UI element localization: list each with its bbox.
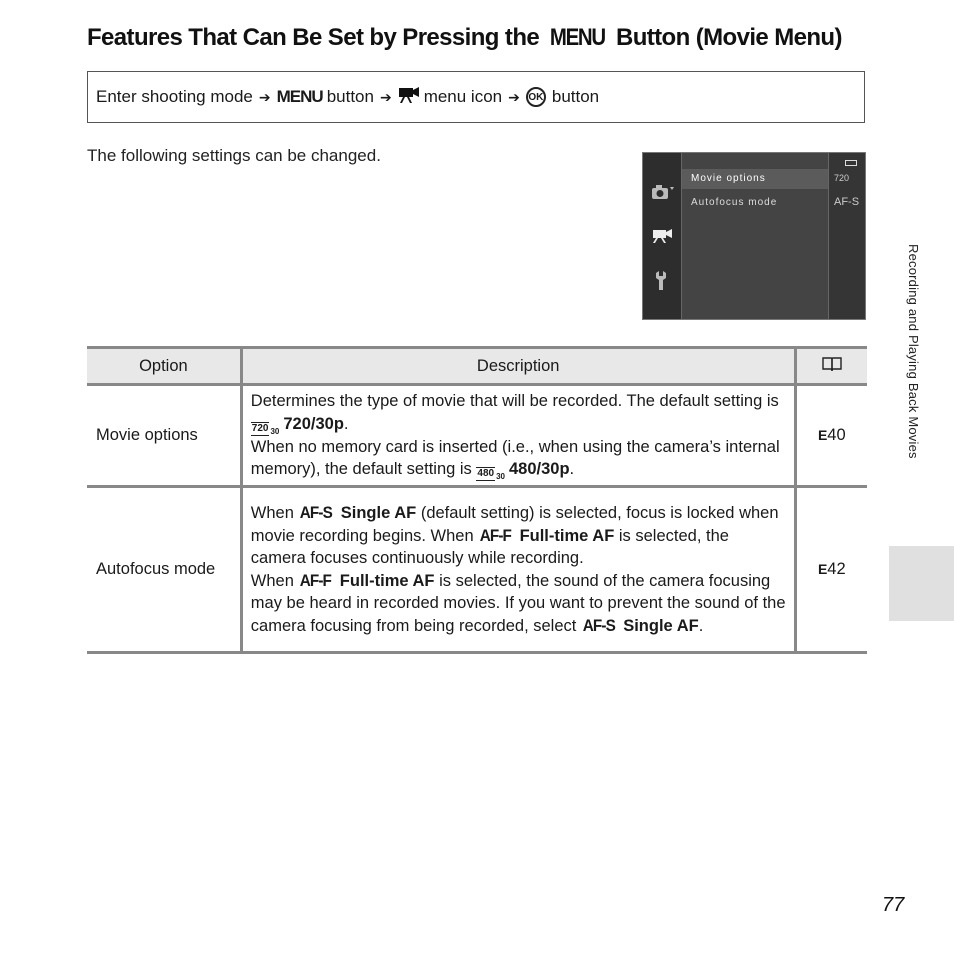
reference-page: 42 [827, 560, 846, 578]
movie-480-icon [476, 467, 505, 481]
movie-camera-icon [398, 86, 420, 109]
page-title [87, 24, 887, 52]
description-text: Determines the type of movie that will be recorded. The default setting is [250, 392, 779, 410]
col-header-description: Description [241, 348, 795, 385]
resolution-label: 720 [251, 422, 269, 434]
arrow-right-icon: ➔ [258, 88, 271, 105]
shooting-menu-icon [651, 183, 675, 205]
intro-text: The following settings can be changed. [87, 146, 381, 165]
nav-step-menu-icon: menu icon [423, 87, 503, 106]
table-row [87, 487, 867, 653]
title-part-pre: Features That Can Be Set by Pressing the [87, 24, 540, 51]
fps-label: 30 [496, 472, 505, 481]
reference-section-icon: E [817, 427, 828, 443]
description-cell: Determines the type of movie that will be recorded. The default setting is 720 30 720/30p. When no memory card is inserted (i.e., when using the camera’s internal memory), the default setting is 480 30 480/30p. [241, 385, 795, 487]
nav-step-shooting-mode: Enter shooting mode [96, 87, 253, 106]
reference-cell [795, 385, 867, 487]
default-value: 480/30p [508, 460, 570, 478]
option-cell: Movie options [87, 385, 241, 487]
description-text: is selected, the camera focuses continuously while recording. [250, 526, 729, 567]
af-mode-value: AF-S [834, 196, 860, 208]
chapter-side-label: Recording and Playing Back Movies [906, 244, 921, 459]
setting-name: Full-time AF [519, 526, 615, 545]
reference-page: 40 [827, 426, 846, 444]
reference-cell [795, 487, 867, 653]
menu-button-glyph: MENU [276, 87, 323, 106]
nav-step-button-final: button [551, 87, 600, 106]
camera-menu-item-autofocus-mode: Autofocus mode [691, 197, 778, 208]
description-text: is selected, the sound of the camera focusing may be heard in recorded movies. If you want to prevent the sound of the camera focusing from being recorded, select [250, 571, 786, 635]
table-header-row [87, 348, 867, 385]
default-value: 720/30p [283, 414, 344, 433]
movie-720-icon [251, 422, 280, 436]
camera-screen-illustration [642, 152, 866, 320]
description-cell [241, 487, 795, 653]
nav-step-button: button [326, 87, 374, 106]
arrow-right-icon: ➔ [379, 88, 392, 105]
ok-button-icon: OK [526, 87, 546, 107]
battery-icon [845, 160, 857, 166]
af-f-icon: AF-F [479, 525, 512, 545]
settings-table [87, 346, 867, 654]
setting-name: Single AF [623, 616, 699, 635]
setup-wrench-icon [651, 269, 675, 291]
fps-label: 30 [270, 426, 280, 436]
resolution-label: 480 [477, 468, 495, 479]
title-part-post: Button (Movie Menu) [615, 24, 842, 51]
col-header-option: Option [87, 348, 241, 385]
camera-menu-item-movie-options: Movie options [682, 169, 830, 189]
description-text: (default setting) is selected, focus is locked when movie recording begins. When [250, 504, 779, 545]
movie-menu-icon [651, 227, 675, 249]
description-text: When no memory card is inserted (i.e., when using the camera’s internal memory), the default setting is [250, 437, 780, 478]
setting-name: Single AF [340, 504, 417, 522]
af-s-icon: AF-S [300, 503, 333, 522]
movie-resolution-value: 720 [834, 173, 850, 183]
af-s-icon: AF-S [582, 615, 615, 635]
col-header-reference [795, 348, 867, 385]
page-number: 77 [882, 894, 905, 916]
navigation-path-box [87, 71, 865, 123]
camera-menu-tabs [643, 153, 682, 319]
table-row [87, 385, 867, 487]
description-text: . [698, 616, 704, 635]
setting-name: Full-time AF [339, 571, 435, 590]
camera-value-column [828, 153, 865, 319]
chapter-tab-marker [889, 546, 954, 621]
af-f-icon: AF-F [300, 570, 332, 590]
reference-section-icon: E [817, 561, 828, 577]
camera-menu-list [682, 153, 830, 319]
description-text: When [250, 504, 294, 522]
book-reference-icon [821, 355, 843, 378]
option-cell: Autofocus mode [87, 487, 241, 653]
arrow-right-icon: ➔ [508, 88, 520, 105]
description-text: When [250, 571, 294, 590]
menu-button-glyph: MENU [550, 24, 606, 51]
